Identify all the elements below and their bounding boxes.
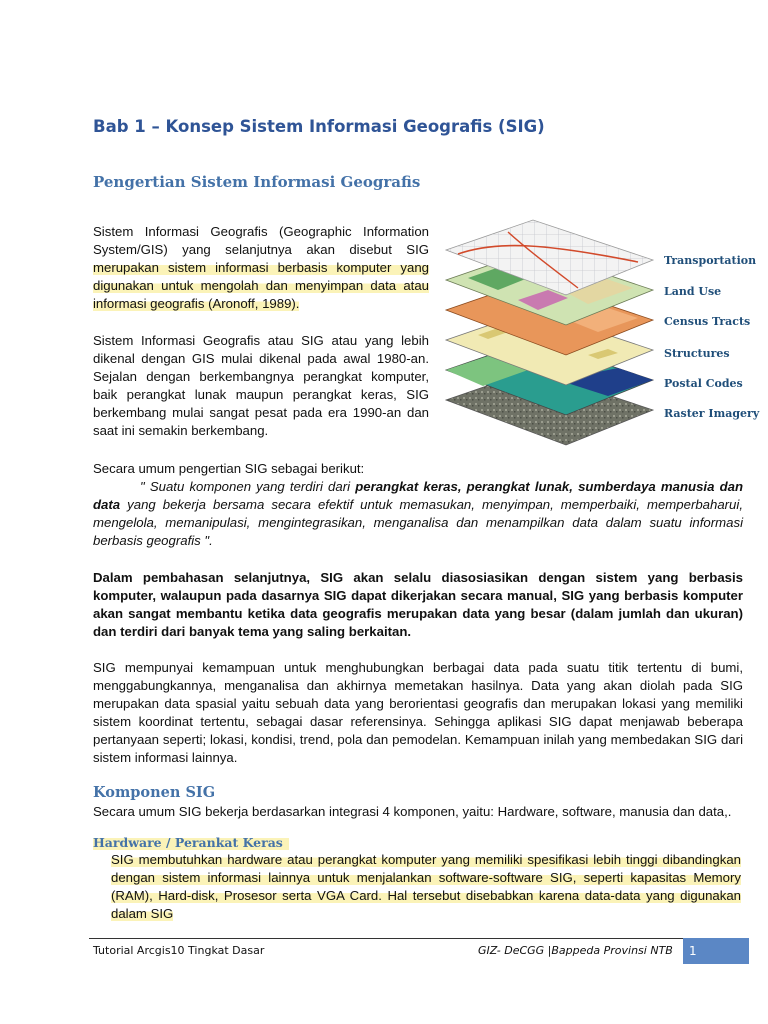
layer-label-land-use: Land Use	[664, 285, 722, 298]
definition-intro: Secara umum pengertian SIG sebagai berikut:	[93, 461, 365, 476]
quote-part-c: yang bekerja bersama secara efektif untuk memasukan, menyimpan, memperbaiki, memperbaharui, mengelola, memanipulasi, mengintegrasikan, menganalisa dan menampilkan data dalam suatu informasi berbasis geografis ".	[93, 497, 743, 548]
footer-title: Tutorial Arcgis10 Tingkat Dasar	[93, 944, 265, 957]
paragraph-computer-based: Dalam pembahasan selanjutnya, SIG akan selalu diasosiasikan dengan sistem yang berbasis komputer, walaupun pada dasarnya SIG dapat dikerjakan secara manual, SIG yang berbasis komputer akan sangat membantu ketika data geografis merupakan data yang besar (dalam jumlah dan ukuran) dan terdiri dari banyak tema yang saling berkaitan.	[93, 570, 743, 639]
paragraph-components: Secara umum SIG bekerja berdasarkan integrasi 4 komponen, yaitu: Hardware, software, manusia dan data,.	[93, 804, 732, 819]
section-title: Pengertian Sistem Informasi Geografis	[93, 173, 421, 191]
hardware-title: Hardware / Perankat Keras	[93, 835, 289, 850]
paragraph-general-definition	[93, 460, 743, 550]
quote-part-a: " Suatu komponen yang terdiri dari	[140, 479, 356, 494]
layer-label-transportation: Transportation	[664, 254, 757, 267]
layer-label-raster-imagery: Raster Imagery	[664, 407, 760, 420]
quote-bold-part: perangkat keras, perangkat lunak, sumberdaya manusia dan data	[93, 479, 744, 512]
footer-divider	[89, 938, 683, 939]
paragraph-definition	[93, 223, 429, 313]
paragraph-capabilities: SIG mempunyai kemampuan untuk menghubungkan berbagai data pada suatu titik tertentu di bumi, menggabungkannya, menganalisa dan akhirnya memetakan hasilnya. Data yang akan diolah pada SIG merupakan data spasial yaitu sebuah data yang berorientasi geografis dan merupakan lokasi yang memiliki sistem koordinat tertentu, sebagai dasar referensinya. Sehingga aplikasi SIG dapat menjawab beberapa pertanyaan seperti; lokasi, kondisi, trend, pola dan pemodelan. Kemampuan inilah yang membedakan SIG dari sistem informasi lainnya.	[93, 660, 743, 765]
layer-label-structures: Structures	[664, 347, 730, 360]
chapter-title: Bab 1 – Konsep Sistem Informasi Geografis (SIG)	[93, 117, 545, 136]
page-number: 1	[683, 938, 749, 964]
layer-label-census-tracts: Census Tracts	[664, 315, 751, 328]
layer-label-postal-codes: Postal Codes	[664, 377, 743, 390]
hardware-text: SIG membutuhkan hardware atau perangkat komputer yang memiliki spesifikasi lebih tinggi dibandingkan dengan sistem informasi lainnya untuk menjalankan software-software SIG, seperti kapasitas Memory (RAM), Hard-disk, Prosesor serta VGA Card. Hal tersebut disebabkan karena data-data yang digunakan dalam SIG	[111, 852, 741, 921]
definition-quote	[93, 478, 743, 550]
paragraph-definition-text: Sistem Informasi Geografis (Geographic Information System/GIS) yang selanjutnya akan disebut SIG	[93, 224, 429, 257]
highlighted-text: merupakan sistem informasi berbasis komputer yang digunakan untuk mengolah dan menyimpan data atau informasi geografis (Aronoff, 1989).	[93, 260, 429, 311]
paragraph-hardware	[111, 851, 741, 923]
gis-layers-figure	[438, 210, 758, 470]
subsection-title: Komponen SIG	[93, 784, 216, 801]
paragraph-history: Sistem Informasi Geografis atau SIG atau yang lebih dikenal dengan GIS mulai dikenal pada awal 1980-an. Sejalan dengan berkembangnya perangkat komputer, baik perangkat lunak maupun perangkat keras, SIG berkembang mulai sangat pesat pada era 1990-an dan saat ini semakin berkembang.	[93, 333, 429, 438]
footer-organization: GIZ- DeCGG |Bappeda Provinsi NTB	[478, 944, 673, 957]
